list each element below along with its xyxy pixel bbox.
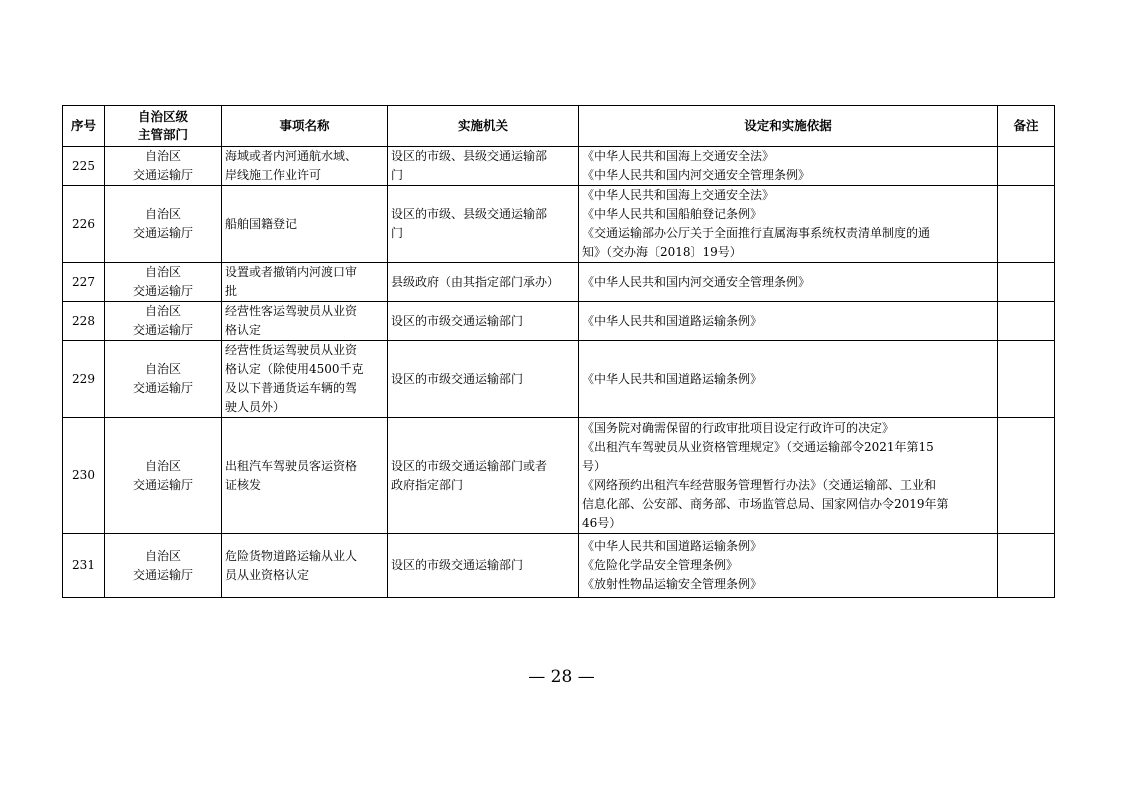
table-row bbox=[63, 186, 1055, 263]
cell-dept-line: 交通运输厅 bbox=[132, 168, 193, 182]
cell-basis-line: 知》（交办海〔2018〕19号） bbox=[582, 245, 742, 259]
cell-basis-line: 《中华人民共和国道路运输条例》 bbox=[582, 313, 763, 328]
cell-agency bbox=[388, 302, 579, 341]
cell-dept-line: 交通运输厅 bbox=[132, 477, 193, 492]
cell-seq: 226 bbox=[63, 186, 105, 263]
table-row bbox=[63, 534, 1055, 598]
table-header-row bbox=[63, 106, 1055, 147]
header-seq: 序号 bbox=[63, 106, 105, 147]
cell-item-line: 出租汽车驾驶员客运资格 bbox=[225, 458, 358, 473]
cell-agency-line: 县级政府（由其指定部门承办） bbox=[391, 274, 560, 289]
cell-basis-line: 《放射性物品运输安全管理条例》 bbox=[582, 577, 763, 591]
cell-dept bbox=[105, 186, 222, 263]
cell-basis bbox=[579, 341, 998, 418]
cell-item-line: 岸线施工作业许可 bbox=[225, 168, 322, 182]
cell-basis-line: 《中华人民共和国道路运输条例》 bbox=[582, 539, 763, 553]
cell-basis bbox=[579, 263, 998, 302]
cell-basis-line: 《中华人民共和国海上交通安全法》 bbox=[582, 149, 775, 163]
cell-remark bbox=[998, 418, 1055, 534]
cell-dept bbox=[105, 418, 222, 534]
page-number: — 28 — bbox=[528, 667, 595, 687]
cell-basis bbox=[579, 147, 998, 186]
cell-remark bbox=[998, 341, 1055, 418]
cell-basis-line: 《国务院对确需保留的行政审批项目设定行政许可的决定》 bbox=[582, 420, 895, 435]
cell-item-line: 格认定（除使用4500千克 bbox=[225, 362, 364, 376]
cell-remark bbox=[998, 534, 1055, 598]
cell-basis-line: 《交通运输部办公厅关于全面推行直属海事系统权责清单制度的通 bbox=[582, 226, 931, 240]
table-row bbox=[63, 147, 1055, 186]
cell-basis-line: 《危险化学品安全管理条例》 bbox=[582, 558, 739, 572]
cell-agency bbox=[388, 147, 579, 186]
table-row bbox=[63, 302, 1055, 341]
cell-remark bbox=[998, 263, 1055, 302]
cell-dept-line: 交通运输厅 bbox=[132, 284, 193, 298]
cell-dept-line: 交通运输厅 bbox=[132, 226, 193, 240]
cell-dept-line: 自治区 bbox=[144, 548, 181, 563]
cell-item-line: 海域或者内河通航水域、 bbox=[225, 149, 358, 163]
cell-remark bbox=[998, 302, 1055, 341]
cell-remark bbox=[998, 186, 1055, 263]
header-basis: 设定和实施依据 bbox=[579, 106, 998, 147]
cell-agency bbox=[388, 418, 579, 534]
cell-agency-line: 设区的市级交通运输部门 bbox=[391, 313, 524, 328]
cell-dept bbox=[105, 147, 222, 186]
cell-dept-line: 交通运输厅 bbox=[132, 567, 193, 582]
cell-basis-line: 《中华人民共和国道路运输条例》 bbox=[582, 371, 763, 386]
header-remark: 备注 bbox=[998, 106, 1055, 147]
cell-remark bbox=[998, 147, 1055, 186]
cell-basis bbox=[579, 534, 998, 598]
cell-item-line: 员从业资格认定 bbox=[225, 567, 310, 582]
cell-item bbox=[222, 263, 388, 302]
cell-agency-line: 设区的市级交通运输部门或者 bbox=[391, 458, 548, 473]
cell-agency-line: 设区的市级、县级交通运输部 bbox=[391, 207, 548, 221]
cell-agency-line: 政府指定部门 bbox=[391, 477, 464, 492]
cell-agency bbox=[388, 341, 579, 418]
cell-basis-line: 《出租汽车驾驶员从业资格管理规定》（交通运输部令2021年第15 bbox=[582, 439, 934, 454]
cell-basis-line: 《网络预约出租汽车经营服务管理暂行办法》（交通运输部、工业和 bbox=[582, 477, 937, 492]
table-row bbox=[63, 418, 1055, 534]
cell-agency bbox=[388, 186, 579, 263]
cell-agency bbox=[388, 263, 579, 302]
cell-agency-line: 设区的市级、县级交通运输部 bbox=[391, 149, 548, 163]
cell-item-line: 批 bbox=[225, 284, 238, 298]
cell-basis-line: 号） bbox=[582, 458, 607, 473]
cell-dept bbox=[105, 341, 222, 418]
cell-item bbox=[222, 147, 388, 186]
cell-dept-line: 交通运输厅 bbox=[132, 381, 193, 395]
cell-basis-line: 信息化部、公安部、商务部、市场监管总局、国家网信办令2019年第 bbox=[582, 496, 949, 511]
cell-dept-line: 自治区 bbox=[144, 149, 181, 163]
cell-item bbox=[222, 186, 388, 263]
cell-dept-line: 自治区 bbox=[144, 207, 181, 221]
cell-seq: 229 bbox=[63, 341, 105, 418]
cell-agency bbox=[388, 534, 579, 598]
permit-table bbox=[62, 105, 1055, 598]
cell-seq: 231 bbox=[63, 534, 105, 598]
cell-basis bbox=[579, 302, 998, 341]
cell-seq: 230 bbox=[63, 418, 105, 534]
cell-agency-line: 门 bbox=[391, 226, 404, 240]
cell-dept-line: 自治区 bbox=[144, 458, 181, 473]
cell-basis-line: 《中华人民共和国内河交通安全管理条例》 bbox=[582, 168, 811, 182]
cell-item bbox=[222, 302, 388, 341]
cell-item-line: 经营性客运驾驶员从业资 bbox=[225, 304, 358, 318]
cell-item-line: 及以下普通货运车辆的驾 bbox=[225, 381, 358, 395]
cell-basis bbox=[579, 418, 998, 534]
table-row bbox=[63, 263, 1055, 302]
cell-dept-line: 自治区 bbox=[144, 265, 181, 279]
cell-item-line: 证核发 bbox=[225, 477, 262, 492]
cell-basis-line: 《中华人民共和国内河交通安全管理条例》 bbox=[582, 274, 811, 289]
cell-dept-line: 自治区 bbox=[144, 304, 181, 318]
header-dept: 自治区级 主管部门 bbox=[105, 106, 222, 147]
cell-dept-line: 自治区 bbox=[144, 362, 181, 376]
cell-seq: 227 bbox=[63, 263, 105, 302]
cell-agency-line: 门 bbox=[391, 168, 404, 182]
cell-item-line: 格认定 bbox=[225, 323, 262, 337]
table-row bbox=[63, 341, 1055, 418]
cell-basis-line: 《中华人民共和国船舶登记条例》 bbox=[582, 207, 763, 221]
cell-basis bbox=[579, 186, 998, 263]
cell-item bbox=[222, 534, 388, 598]
cell-item-line: 设置或者撤销内河渡口审 bbox=[225, 265, 358, 279]
cell-item-line: 驶人员外） bbox=[225, 400, 286, 414]
cell-agency-line: 设区的市级交通运输部门 bbox=[391, 371, 524, 386]
cell-item-line: 船舶国籍登记 bbox=[225, 216, 298, 231]
cell-item-line: 经营性货运驾驶员从业资 bbox=[225, 343, 358, 357]
cell-item bbox=[222, 341, 388, 418]
cell-dept-line: 交通运输厅 bbox=[132, 323, 193, 337]
cell-basis-line: 46号） bbox=[582, 515, 622, 530]
cell-seq: 225 bbox=[63, 147, 105, 186]
cell-agency-line: 设区的市级交通运输部门 bbox=[391, 558, 524, 572]
cell-dept bbox=[105, 263, 222, 302]
header-agency: 实施机关 bbox=[388, 106, 579, 147]
cell-dept bbox=[105, 302, 222, 341]
cell-basis-line: 《中华人民共和国海上交通安全法》 bbox=[582, 188, 775, 202]
cell-seq: 228 bbox=[63, 302, 105, 341]
header-item: 事项名称 bbox=[222, 106, 388, 147]
cell-dept bbox=[105, 534, 222, 598]
cell-item-line: 危险货物道路运输从业人 bbox=[225, 548, 358, 563]
cell-item bbox=[222, 418, 388, 534]
